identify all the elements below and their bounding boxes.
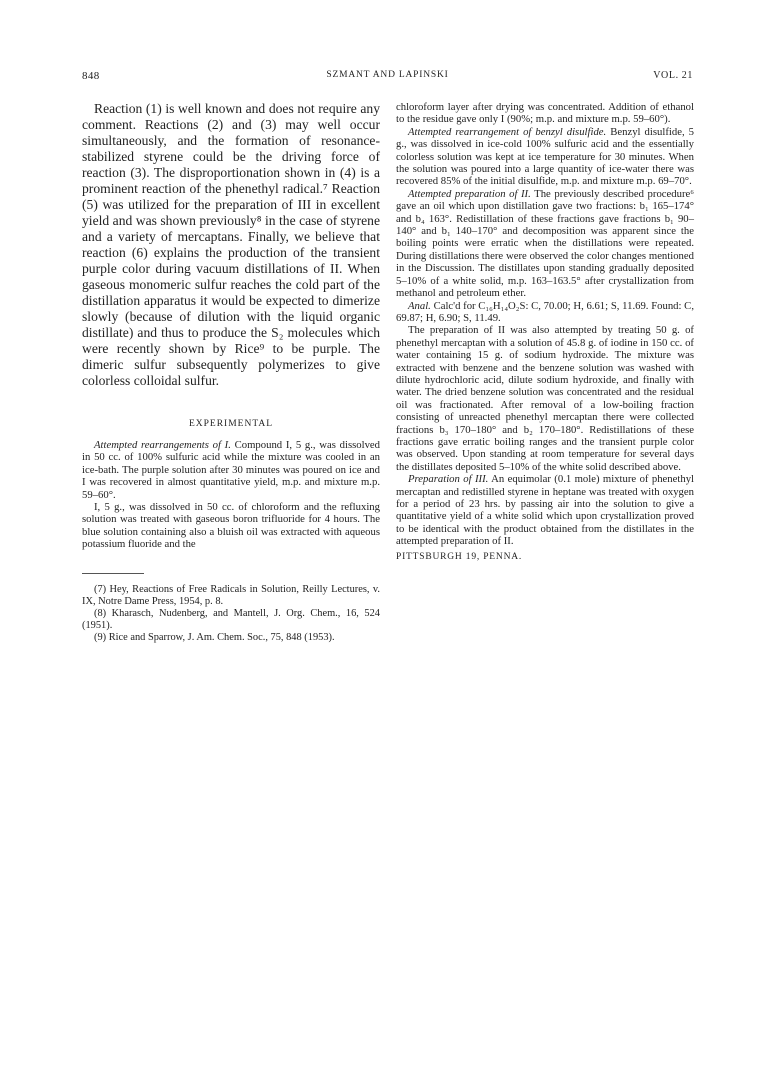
experiment-paragraph-6 [396,473,694,547]
left-column [82,101,380,644]
footnote-9: (9) Rice and Sparrow, J. Am. Chem. Soc., 75, 848 (1953). [94,631,335,643]
analysis-label: Anal. [408,299,431,312]
experiment-4-text: The previously described procedure⁶ gave an oil which upon distillation gave two fractions: b₁ 165–174° and b₄ 163°. Redistillation of these fractions gave fractions b₁ 90–140° and b₁ 140–170° and decomposition was apparent since the boiling points were erratic when the distillations were repeated. During distillations there were observed the color changes mentioned in the Discussion. The distillates upon standing gradually deposited 5–10% of a white solid, m.p. 163–163.5° after crystallization from methanol and petroleum ether. [396,187,694,300]
experiment-1-text: Compound I, 5 g., was dissolved in 50 cc. of 100% sulfuric acid while the mixture was cooled in an ice-bath. The purple solution after 30 minutes was poured on ice and I was recovered in almost quantitative yield, m.p. and mixture m.p. 59–60°. [82,439,381,501]
experiment-paragraph-2: I, 5 g., was dissolved in 50 cc. of chloroform and the refluxing solution was treated with gaseous boron trifluoride for 4 hours. The blue solution containing also a bluish oil was extracted with aqueous potassium fluoride and the [82,501,380,551]
footnote-7: (7) Hey, Reactions of Free Radicals in Solution, Reilly Lectures, v. IX, Notre Dame Press, 1954, p. 8. [82,583,380,607]
experiment-6-title: Preparation of III. [408,473,489,486]
experiment-paragraph-4 [396,188,694,300]
running-header [82,70,693,86]
footnotes [82,584,380,644]
experiment-6-text: An equimolar (0.1 mole) mixture of phenethyl mercaptan and redistilled styrene in heptane was treated with oxygen for a period of 23 hrs. by passing air into the solution to give a quantitative yield of a white solid which upon crystallization proved to be identical with the product obtained from the distillates in the attempted preparation of II. [396,473,695,548]
volume-label: VOL. 21 [653,70,693,81]
experiment-4-title: Attempted preparation of II. [408,187,531,200]
section-heading-experimental: EXPERIMENTAL [188,419,274,429]
experiment-paragraph-5: The preparation of II was also attempted by treating 50 g. of phenethyl mercaptan with a solution of 45.8 g. of iodine in 150 cc. of water containing 15 g. of sodium hydroxide. The mixture was extracted with benzene and the benzene solution was washed with dilute hydrochloric acid, dilute sodium hydroxide, and finally with water. The dried benzene solution was concentrated and the residual oil was fractionated. After removal of a low-boiling fraction consisting of unreacted phenethyl mercaptan there were collected fractions b₃ 170–180° and b₂ 170–180°. Redistillations of these fractions gave erratic boiling ranges and the transient purple color was observed. Upon standing at room temperature for several days the distillates deposited 5–10% of the white solid described above. [396,324,694,473]
continued-paragraph: chloroform layer after drying was concentrated. Addition of ethanol to the residue gave only I (90%; m.p. and mixture m.p. 59–60°). [396,101,694,126]
experiment-paragraph-1 [82,439,380,501]
footnote-8: (8) Kharasch, Nudenberg, and Mantell, J. Org. Chem., 16, 524 (1951). [82,607,380,631]
analysis-text: Calc'd for C₁₆H₁₄O₂S: C, 70.00; H, 6.61; S, 11.69. Found: C, 69.87; H, 6.90; S, 11.49. [396,299,694,324]
author-location: PITTSBURGH 19, PENNA. [396,551,523,562]
discussion-paragraph: Reaction (1) is well known and does not require any comment. Reactions (2) and (3) may well occur simultaneously, and the formation of resonance-stabilized styrene could be the driving force of reaction (3). The disproportionation shown in (4) is a prominent reaction of the phenethyl radical.⁷ Reaction (5) was utilized for the preparation of III in excellent yield and was shown previously⁸ in the case of styrene and a variety of mercaptans. Finally, we believe that reaction (6) explains the production of the transient purple color during vacuum distillations of II. When gaseous monomeric sulfur reaches the cold part of the distillation apparatus it would be expected to dimerize slowly (because of dilution with the liquid organic distillate) and thus to produce the S₂ molecules which were recently shown by Rice⁹ to be purple. The dimeric sulfur subsequently polymerizes to give colorless colloidal sulfur. [82,101,380,388]
right-column [396,101,694,562]
running-title: SZMANT AND LAPINSKI [326,70,449,80]
experiment-1-title: Attempted rearrangements of I. [94,439,231,451]
experiment-3-text: Benzyl disulfide, 5 g., was dissolved in ice-cold 100% sulfuric acid and the essentially colorless solution was kept at ice temperature for 30 minutes. When the solution was poured into a large quantity of ice-water there was recovered 85% of the initial disulfide, m.p. and mixture m.p. 69–70°. [396,125,694,188]
experiment-paragraph-3 [396,126,694,188]
footnote-rule [82,573,144,574]
analysis-paragraph [396,300,694,325]
page-number: 848 [82,70,100,82]
experiment-3-title: Attempted rearrangement of benzyl disulfide. [408,125,607,138]
